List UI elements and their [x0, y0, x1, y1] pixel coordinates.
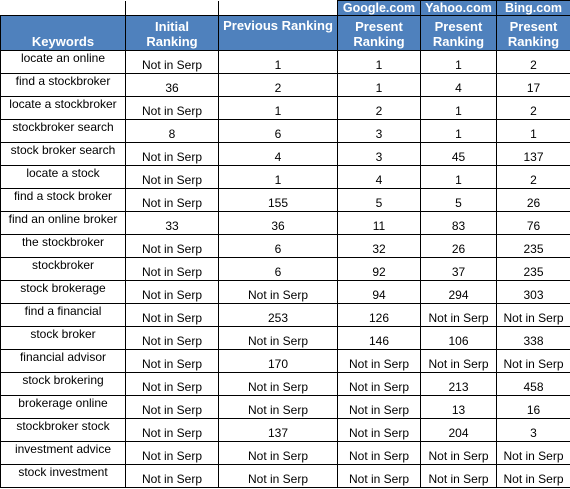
yahoo-ranking-text: 213: [448, 380, 469, 394]
yahoo-ranking-text: 1: [455, 127, 462, 141]
bing-ranking-text: 3: [530, 426, 537, 440]
yahoo-ranking-text: 1: [455, 58, 462, 72]
table-body: [1, 51, 570, 488]
table-row: [1, 51, 570, 74]
initial-ranking-cell: [126, 419, 219, 442]
google-ranking-text: 4: [375, 173, 383, 187]
bing-ranking-cell: [497, 350, 570, 373]
keyword-text: stock brokering: [22, 373, 104, 387]
bing-ranking-text: 76: [526, 219, 541, 233]
engine-bing: Bing.com: [497, 1, 570, 16]
initial-ranking-text: Not in Serp: [141, 288, 203, 302]
previous-ranking-cell: [219, 120, 338, 143]
keyword-cell: [1, 120, 126, 143]
google-ranking-text: 3: [375, 127, 383, 141]
yahoo-ranking-text: 204: [448, 426, 469, 440]
google-ranking-text: Not in Serp: [348, 449, 410, 463]
previous-ranking-cell: [219, 373, 338, 396]
initial-ranking-cell: [126, 465, 219, 488]
table-row: [1, 327, 570, 350]
header-initial-ranking: Initial Ranking: [126, 16, 219, 51]
keyword-text: investment advice: [14, 442, 112, 456]
google-ranking-cell: [338, 442, 421, 465]
keyword-text: find a stock broker: [13, 189, 113, 203]
keyword-cell: [1, 373, 126, 396]
initial-ranking-cell: [126, 258, 219, 281]
initial-ranking-text: Not in Serp: [141, 104, 203, 118]
yahoo-ranking-text: 37: [451, 265, 466, 279]
keyword-text: the stockbroker: [21, 235, 105, 249]
previous-ranking-text: 1: [274, 104, 282, 118]
initial-ranking-text: Not in Serp: [141, 150, 203, 164]
yahoo-ranking-text: Not in Serp: [428, 472, 489, 486]
keyword-text: find a financial: [24, 304, 102, 318]
yahoo-ranking-text: 1: [455, 173, 462, 187]
table-row: [1, 258, 570, 281]
yahoo-ranking-text: 26: [451, 242, 466, 256]
bing-ranking-cell: [497, 442, 570, 465]
previous-ranking-cell: [219, 74, 338, 97]
initial-ranking-cell: [126, 166, 219, 189]
table-row: [1, 120, 570, 143]
header-present-ranking-bing: Present Ranking: [497, 16, 570, 51]
keyword-cell: [1, 396, 126, 419]
bing-ranking-text: 2: [530, 104, 537, 118]
table-row: [1, 212, 570, 235]
yahoo-ranking-cell: [421, 189, 497, 212]
initial-ranking-text: Not in Serp: [141, 242, 203, 256]
keyword-text: stockbroker search: [12, 120, 114, 134]
previous-ranking-cell: [219, 304, 338, 327]
keyword-text: stockbroker stock: [16, 419, 110, 433]
keyword-cell: [1, 166, 126, 189]
keyword-cell: [1, 419, 126, 442]
previous-ranking-text: Not in Serp: [247, 334, 309, 348]
initial-ranking-cell: [126, 143, 219, 166]
keyword-cell: [1, 350, 126, 373]
initial-ranking-cell: [126, 51, 219, 74]
initial-ranking-text: Not in Serp: [141, 403, 203, 417]
google-ranking-text: 92: [372, 265, 386, 279]
bing-ranking-text: 26: [526, 196, 541, 210]
table-row: [1, 281, 570, 304]
google-ranking-text: 126: [368, 311, 390, 325]
previous-ranking-cell: [219, 442, 338, 465]
google-ranking-cell: [338, 74, 421, 97]
yahoo-ranking-cell: [421, 143, 497, 166]
bing-ranking-cell: [497, 396, 570, 419]
keyword-cell: [1, 189, 126, 212]
google-ranking-cell: [338, 304, 421, 327]
table-row: [1, 442, 570, 465]
previous-ranking-text: Not in Serp: [247, 380, 309, 394]
keyword-cell: [1, 143, 126, 166]
yahoo-ranking-cell: [421, 235, 497, 258]
bing-ranking-cell: [497, 51, 570, 74]
previous-ranking-cell: [219, 235, 338, 258]
yahoo-ranking-cell: [421, 74, 497, 97]
yahoo-ranking-cell: [421, 281, 497, 304]
keyword-cell: [1, 235, 126, 258]
google-ranking-text: Not in Serp: [348, 380, 410, 394]
initial-ranking-text: Not in Serp: [141, 58, 203, 72]
bing-ranking-cell: [497, 189, 570, 212]
bing-ranking-text: 16: [526, 403, 541, 417]
bing-ranking-text: 2: [530, 58, 537, 72]
previous-ranking-cell: [219, 189, 338, 212]
google-ranking-cell: [338, 419, 421, 442]
previous-ranking-cell: [219, 212, 338, 235]
empty-cell: [126, 1, 219, 16]
previous-ranking-text: 36: [271, 219, 285, 233]
google-ranking-text: Not in Serp: [348, 403, 410, 417]
google-ranking-cell: [338, 51, 421, 74]
google-ranking-cell: [338, 396, 421, 419]
google-ranking-cell: [338, 258, 421, 281]
google-ranking-cell: [338, 350, 421, 373]
google-ranking-text: Not in Serp: [348, 426, 410, 440]
previous-ranking-text: Not in Serp: [247, 403, 309, 417]
initial-ranking-cell: [126, 373, 219, 396]
keyword-cell: [1, 74, 126, 97]
keyword-cell: [1, 465, 126, 488]
initial-ranking-cell: [126, 350, 219, 373]
initial-ranking-cell: [126, 120, 219, 143]
keyword-cell: [1, 212, 126, 235]
google-ranking-cell: [338, 143, 421, 166]
previous-ranking-text: 6: [274, 265, 282, 279]
bing-ranking-text: 2: [530, 173, 537, 187]
initial-ranking-cell: [126, 442, 219, 465]
keyword-text: locate an online: [20, 51, 106, 65]
bing-ranking-cell: [497, 465, 570, 488]
previous-ranking-text: 1: [274, 58, 282, 72]
table-row: [1, 465, 570, 488]
header-previous-ranking: Previous Ranking: [219, 16, 338, 51]
google-ranking-cell: [338, 465, 421, 488]
keyword-text: stock broker: [30, 327, 96, 341]
google-ranking-cell: [338, 166, 421, 189]
empty-cell: [219, 1, 338, 16]
engine-header-row: [1, 1, 570, 16]
initial-ranking-cell: [126, 304, 219, 327]
table-row: [1, 189, 570, 212]
initial-ranking-text: Not in Serp: [141, 426, 203, 440]
bing-ranking-cell: [497, 373, 570, 396]
keyword-text: find an online broker: [8, 212, 118, 226]
previous-ranking-text: 4: [274, 150, 282, 164]
google-ranking-text: 94: [372, 288, 386, 302]
bing-ranking-cell: [497, 419, 570, 442]
keyword-text: locate a stockbroker: [9, 97, 117, 111]
yahoo-ranking-cell: [421, 258, 497, 281]
previous-ranking-text: Not in Serp: [247, 449, 309, 463]
initial-ranking-cell: [126, 327, 219, 350]
google-ranking-cell: [338, 281, 421, 304]
bing-ranking-cell: [497, 258, 570, 281]
bing-ranking-text: 303: [523, 288, 544, 302]
initial-ranking-text: Not in Serp: [141, 265, 203, 279]
previous-ranking-cell: [219, 143, 338, 166]
keyword-cell: [1, 97, 126, 120]
yahoo-ranking-text: Not in Serp: [428, 357, 489, 371]
google-ranking-cell: [338, 373, 421, 396]
keyword-text: financial advisor: [19, 350, 107, 364]
bing-ranking-text: Not in Serp: [503, 472, 564, 486]
engine-yahoo: Yahoo.com: [421, 1, 497, 16]
previous-ranking-cell: [219, 465, 338, 488]
previous-ranking-text: 2: [274, 81, 282, 95]
yahoo-ranking-cell: [421, 327, 497, 350]
google-ranking-text: 32: [372, 242, 386, 256]
initial-ranking-text: 8: [168, 127, 176, 141]
yahoo-ranking-text: 13: [451, 403, 466, 417]
yahoo-ranking-cell: [421, 212, 497, 235]
yahoo-ranking-cell: [421, 120, 497, 143]
google-ranking-cell: [338, 189, 421, 212]
google-ranking-cell: [338, 327, 421, 350]
yahoo-ranking-text: 106: [448, 334, 469, 348]
google-ranking-text: 1: [375, 58, 383, 72]
previous-ranking-text: 6: [274, 242, 282, 256]
yahoo-ranking-text: 45: [451, 150, 466, 164]
google-ranking-text: Not in Serp: [348, 357, 410, 371]
initial-ranking-cell: [126, 235, 219, 258]
bing-ranking-cell: [497, 74, 570, 97]
bing-ranking-text: 17: [526, 81, 541, 95]
google-ranking-text: 5: [375, 196, 383, 210]
bing-ranking-cell: [497, 212, 570, 235]
keyword-text: stockbroker: [31, 258, 95, 272]
previous-ranking-text: Not in Serp: [247, 288, 309, 302]
yahoo-ranking-cell: [421, 304, 497, 327]
previous-ranking-cell: [219, 419, 338, 442]
header-keywords: Keywords: [1, 16, 126, 51]
yahoo-ranking-cell: [421, 465, 497, 488]
yahoo-ranking-cell: [421, 419, 497, 442]
google-ranking-text: 3: [375, 150, 383, 164]
google-ranking-cell: [338, 235, 421, 258]
yahoo-ranking-text: 4: [455, 81, 462, 95]
yahoo-ranking-cell: [421, 350, 497, 373]
header-present-ranking-yahoo: Present Ranking: [421, 16, 497, 51]
initial-ranking-cell: [126, 189, 219, 212]
yahoo-ranking-text: 1: [455, 104, 462, 118]
bing-ranking-text: 338: [523, 334, 544, 348]
keyword-cell: [1, 304, 126, 327]
previous-ranking-text: 1: [274, 173, 282, 187]
bing-ranking-text: 137: [523, 150, 544, 164]
previous-ranking-cell: [219, 166, 338, 189]
bing-ranking-text: 235: [523, 265, 544, 279]
yahoo-ranking-cell: [421, 166, 497, 189]
table-row: [1, 373, 570, 396]
yahoo-ranking-cell: [421, 373, 497, 396]
previous-ranking-text: 155: [267, 196, 289, 210]
google-ranking-cell: [338, 212, 421, 235]
previous-ranking-cell: [219, 51, 338, 74]
google-ranking-text: 2: [375, 104, 383, 118]
table-row: [1, 419, 570, 442]
initial-ranking-text: Not in Serp: [141, 357, 203, 371]
previous-ranking-text: 253: [267, 311, 289, 325]
keyword-text: stock brokerage: [20, 281, 106, 295]
google-ranking-text: 1: [375, 81, 383, 95]
table-row: [1, 74, 570, 97]
keyword-text: brokerage online: [18, 396, 108, 410]
previous-ranking-cell: [219, 258, 338, 281]
bing-ranking-cell: [497, 304, 570, 327]
google-ranking-cell: [338, 97, 421, 120]
yahoo-ranking-cell: [421, 97, 497, 120]
previous-ranking-text: Not in Serp: [247, 472, 309, 486]
initial-ranking-text: Not in Serp: [141, 334, 203, 348]
yahoo-ranking-cell: [421, 442, 497, 465]
initial-ranking-text: 36: [165, 81, 179, 95]
previous-ranking-cell: [219, 97, 338, 120]
table-row: [1, 97, 570, 120]
table-row: [1, 166, 570, 189]
yahoo-ranking-cell: [421, 51, 497, 74]
bing-ranking-text: 458: [523, 380, 544, 394]
bing-ranking-cell: [497, 143, 570, 166]
keyword-text: find a stockbroker: [15, 74, 111, 88]
yahoo-ranking-text: 83: [451, 219, 466, 233]
previous-ranking-cell: [219, 350, 338, 373]
bing-ranking-text: Not in Serp: [503, 311, 564, 325]
bing-ranking-cell: [497, 281, 570, 304]
table-row: [1, 350, 570, 373]
initial-ranking-text: Not in Serp: [141, 449, 203, 463]
yahoo-ranking-text: Not in Serp: [428, 311, 489, 325]
table-row: [1, 304, 570, 327]
table-row: [1, 396, 570, 419]
google-ranking-cell: [338, 120, 421, 143]
previous-ranking-text: 137: [267, 426, 289, 440]
keyword-cell: [1, 258, 126, 281]
keyword-text: locate a stock: [26, 166, 100, 180]
initial-ranking-cell: [126, 97, 219, 120]
keyword-cell: [1, 327, 126, 350]
initial-ranking-text: Not in Serp: [141, 196, 203, 210]
initial-ranking-cell: [126, 212, 219, 235]
table-row: [1, 235, 570, 258]
bing-ranking-cell: [497, 235, 570, 258]
google-ranking-text: Not in Serp: [348, 472, 410, 486]
initial-ranking-text: Not in Serp: [141, 173, 203, 187]
bing-ranking-cell: [497, 166, 570, 189]
initial-ranking-cell: [126, 396, 219, 419]
bing-ranking-text: Not in Serp: [503, 357, 564, 371]
initial-ranking-text: Not in Serp: [141, 380, 203, 394]
initial-ranking-cell: [126, 74, 219, 97]
bing-ranking-cell: [497, 97, 570, 120]
engine-google: Google.com: [338, 1, 421, 16]
previous-ranking-cell: [219, 281, 338, 304]
yahoo-ranking-text: 294: [448, 288, 469, 302]
bing-ranking-text: 235: [523, 242, 544, 256]
keyword-text: stock investment: [18, 465, 108, 479]
initial-ranking-cell: [126, 281, 219, 304]
yahoo-ranking-text: 5: [455, 196, 462, 210]
previous-ranking-text: 6: [274, 127, 282, 141]
keyword-cell: [1, 281, 126, 304]
google-ranking-text: 11: [372, 219, 386, 233]
yahoo-ranking-text: Not in Serp: [428, 449, 489, 463]
bing-ranking-cell: [497, 120, 570, 143]
bing-ranking-cell: [497, 327, 570, 350]
keyword-cell: [1, 442, 126, 465]
bing-ranking-text: Not in Serp: [503, 449, 564, 463]
keyword-text: stock broker search: [10, 143, 116, 157]
column-header-row: [1, 16, 570, 51]
previous-ranking-cell: [219, 396, 338, 419]
initial-ranking-text: 33: [165, 219, 179, 233]
previous-ranking-text: 170: [267, 357, 289, 371]
empty-cell: [1, 1, 126, 16]
bing-ranking-text: 1: [530, 127, 537, 141]
keyword-cell: [1, 51, 126, 74]
header-present-ranking-google: Present Ranking: [338, 16, 421, 51]
google-ranking-text: 146: [368, 334, 390, 348]
initial-ranking-text: Not in Serp: [141, 472, 203, 486]
previous-ranking-cell: [219, 327, 338, 350]
yahoo-ranking-cell: [421, 396, 497, 419]
table-row: [1, 143, 570, 166]
initial-ranking-text: Not in Serp: [141, 311, 203, 325]
